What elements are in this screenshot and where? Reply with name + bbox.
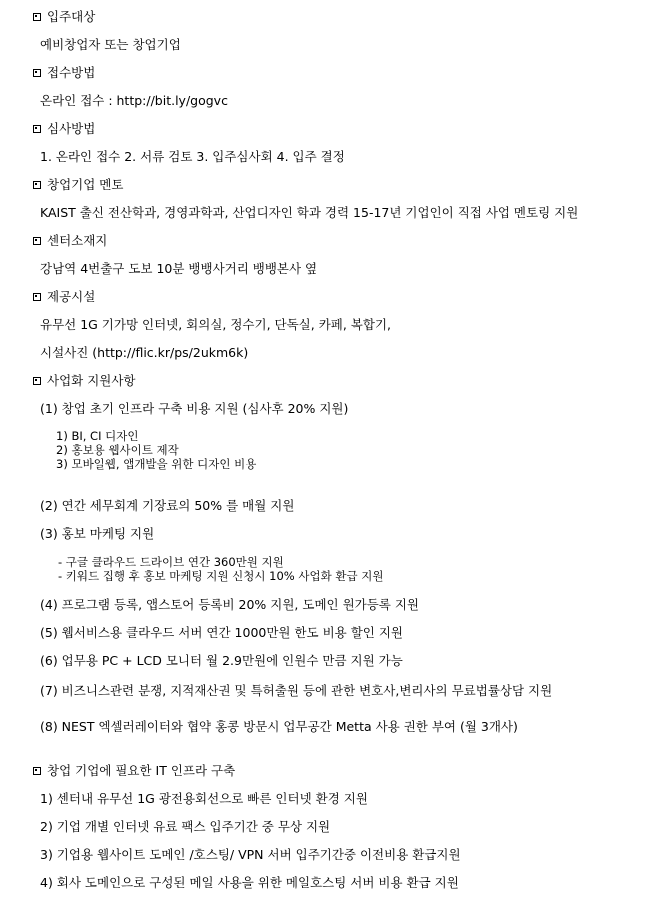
section-text: KAIST 출신 전산학과, 경영과학과, 산업디자인 학과 경력 15-17년 기업인이 직접 사업 멘토링 지원 <box>40 205 579 220</box>
section-heading-apply: 접수방법 <box>33 64 95 82</box>
square-bullet-icon <box>33 377 41 385</box>
support-item: (3) 홍보 마케팅 지원 <box>40 526 155 541</box>
support-subitem: - 키워드 집행 후 홍보 마케팅 지원 신청시 10% 사업화 환급 지원 <box>58 569 384 583</box>
section-text: 강남역 4번출구 도보 10분 뱅뱅사거리 뱅뱅본사 옆 <box>40 261 318 276</box>
support-item: (8) NEST 엑셀러레이터와 협약 홍콩 방문시 업무공간 Metta 사용 권한 부여 (월 3개사) <box>40 719 518 734</box>
support-subitem: - 구글 클라우드 드라이브 연간 360만원 지원 <box>58 555 284 569</box>
section-text: 유무선 1G 기가망 인터넷, 회의실, 정수기, 단독실, 카페, 복합기, <box>40 317 391 332</box>
section-text: 온라인 접수 : http://bit.ly/gogvc <box>40 93 228 108</box>
section-text: 1. 온라인 접수 2. 서류 검토 3. 입주심사회 4. 입주 결정 <box>40 149 345 164</box>
support-item: (5) 웹서비스용 클라우드 서버 연간 1000만원 한도 비용 할인 지원 <box>40 625 404 640</box>
square-bullet-icon <box>33 125 41 133</box>
square-bullet-icon <box>33 293 41 301</box>
section-heading-facilities: 제공시설 <box>33 288 95 306</box>
section-heading-review: 심사방법 <box>33 120 95 138</box>
it-infra-item: 2) 기업 개별 인터넷 유료 팩스 입주기간 중 무상 지원 <box>40 819 331 834</box>
section-text: 예비창업자 또는 창업기업 <box>40 37 181 52</box>
support-item: (4) 프로그램 등록, 앱스토어 등록비 20% 지원, 도메인 원가등록 지원 <box>40 597 419 612</box>
section-text: 시설사진 (http://flic.kr/ps/2ukm6k) <box>40 345 249 360</box>
support-subitem: 1) BI, CI 디자인 <box>56 429 139 443</box>
section-heading-target: 입주대상 <box>33 8 95 26</box>
square-bullet-icon <box>33 181 41 189</box>
it-infra-item: 4) 회사 도메인으로 구성된 메일 사용을 위한 메일호스팅 서버 비용 환급 지원 <box>40 875 459 890</box>
square-bullet-icon <box>33 69 41 77</box>
section-heading-support: 사업화 지원사항 <box>33 372 136 390</box>
section-heading-mentor: 창업기업 멘토 <box>33 176 123 194</box>
square-bullet-icon <box>33 767 41 775</box>
it-infra-item: 1) 센터내 유무선 1G 광전용회선으로 빠른 인터넷 환경 지원 <box>40 791 368 806</box>
support-item: (6) 업무용 PC + LCD 모니터 월 2.9만원에 인원수 만큼 지원 가능 <box>40 653 403 668</box>
support-item: (2) 연간 세무회계 기장료의 50% 를 매월 지원 <box>40 498 295 513</box>
square-bullet-icon <box>33 237 41 245</box>
it-infra-item: 3) 기업용 웹사이트 도메인 /호스팅/ VPN 서버 입주기간중 이전비용 환급지원 <box>40 847 461 862</box>
square-bullet-icon <box>33 13 41 21</box>
support-subitem: 3) 모바일웹, 앱개발을 위한 디자인 비용 <box>56 457 257 471</box>
support-item: (1) 창업 초기 인프라 구축 비용 지원 (심사후 20% 지원) <box>40 401 349 416</box>
support-item: (7) 비즈니스관련 분쟁, 지적재산권 및 특허출원 등에 관한 변호사,변리사의 무료법률상담 지원 <box>40 683 553 698</box>
section-heading-location: 센터소재지 <box>33 232 107 250</box>
support-subitem: 2) 홍보용 웹사이트 제작 <box>56 443 179 457</box>
section-heading-it-infra: 창업 기업에 필요한 IT 인프라 구축 <box>33 762 235 780</box>
